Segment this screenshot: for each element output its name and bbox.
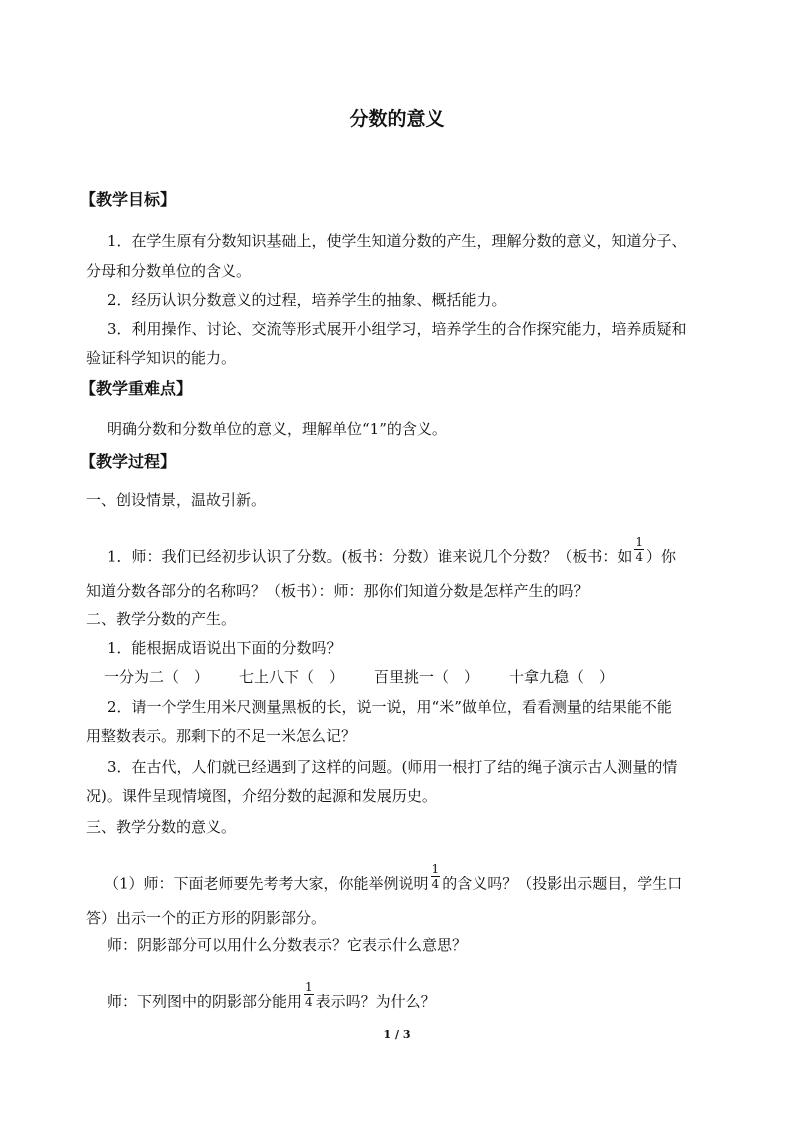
part-3-item-1-text-b: 的含义吗？（投影出示题目，学生口: [442, 874, 683, 893]
part-1-item-1-text-a: 1．师：我们已经初步认识了分数。(板书：分数）谁来说几个分数？（板书：如: [107, 547, 633, 566]
fraction-one-quarter: [304, 980, 314, 1009]
idiom-1: 一分为二（ ）: [104, 668, 210, 686]
key-points-heading: 【教学重难点】: [80, 379, 193, 398]
objective-1-line-2: 分母和分数单位的含义。: [86, 262, 252, 280]
part-2-title: 二、教学分数的产生。: [86, 610, 237, 628]
fraction-denominator: 4: [305, 995, 313, 1009]
idiom-2: 七上八下（ ）: [239, 668, 345, 686]
part-3-title: 三、教学分数的意义。: [86, 818, 237, 836]
idiom-list: [104, 667, 614, 687]
part-3-question-2-text-a: 师：下列图中的阴影部分能用: [107, 992, 303, 1011]
part-2-item-3-line-2: 况)。课件呈现情境图，介绍分数的起源和发展历史。: [86, 787, 437, 805]
page-title: 分数的意义: [349, 108, 445, 130]
key-points-text: 明确分数和分数单位的意义，理解单位“1”的含义。: [107, 420, 447, 438]
objective-1-line-1: 1．在学生原有分数知识基础上，使学生知道分数的产生，理解分数的意义，知道分子、: [107, 232, 687, 250]
part-1-item-1-text-b: ）你: [646, 547, 677, 566]
fraction-numerator: 1: [305, 980, 313, 994]
fraction-one-quarter: [431, 862, 441, 891]
part-3-item-1-line-1: [104, 862, 683, 899]
objective-3-line-2: 验证科学知识的能力。: [86, 349, 237, 367]
objective-3-line-1: 3．利用操作、讨论、交流等形式展开小组学习，培养学生的合作探究能力，培养质疑和: [107, 320, 687, 338]
part-2-item-3-line-1: 3．在古代，人们就已经遇到了这样的问题。(师用一根打了结的绳子演示古人测量的情: [107, 758, 678, 776]
part-3-question-2-text-b: 表示吗？为什么？: [315, 992, 436, 1011]
part-3-item-1-text-a: （1）师：下面老师要先考考大家，你能举例说明: [104, 874, 429, 893]
idiom-4: 十拿九稳（ ）: [509, 668, 615, 686]
part-1-item-1-line-2: 知道分数各部分的名称吗？（板书）：师：那你们知道分数是怎样产生的吗？: [86, 582, 589, 600]
part-3-item-1-line-2: 答）出示一个的正方形的阴影部分。: [86, 909, 327, 927]
part-2-item-1: 1．能根据成语说出下面的分数吗？: [107, 639, 342, 657]
part-2-item-2-line-2: 用整数表示。那剩下的不足一米怎么记？: [86, 727, 357, 745]
fraction-numerator: 1: [431, 862, 440, 876]
part-2-item-2-line-1: 2．请一个学生用米尺测量黑板的长，说一说，用“米”做单位，看看测量的结果能不能: [107, 698, 672, 716]
fraction-denominator: 4: [635, 550, 644, 564]
objective-2: 2．经历认识分数意义的过程，培养学生的抽象、概括能力。: [107, 291, 507, 309]
objectives-heading: 【教学目标】: [80, 190, 177, 209]
fraction-one-quarter: [634, 535, 644, 564]
process-heading: 【教学过程】: [80, 452, 177, 471]
part-1-title: 一、创设情景，温故引新。: [86, 491, 267, 509]
part-3-question-1: 师：阴影部分可以用什么分数表示？它表示什么意思？: [107, 936, 468, 954]
fraction-denominator: 4: [431, 877, 440, 891]
page-number: 1 / 3: [383, 1028, 411, 1041]
fraction-numerator: 1: [635, 535, 644, 549]
idiom-3: 百里挑一（ ）: [374, 668, 480, 686]
part-1-item-1-line-1: [107, 535, 677, 572]
part-3-question-2: [107, 980, 436, 1017]
